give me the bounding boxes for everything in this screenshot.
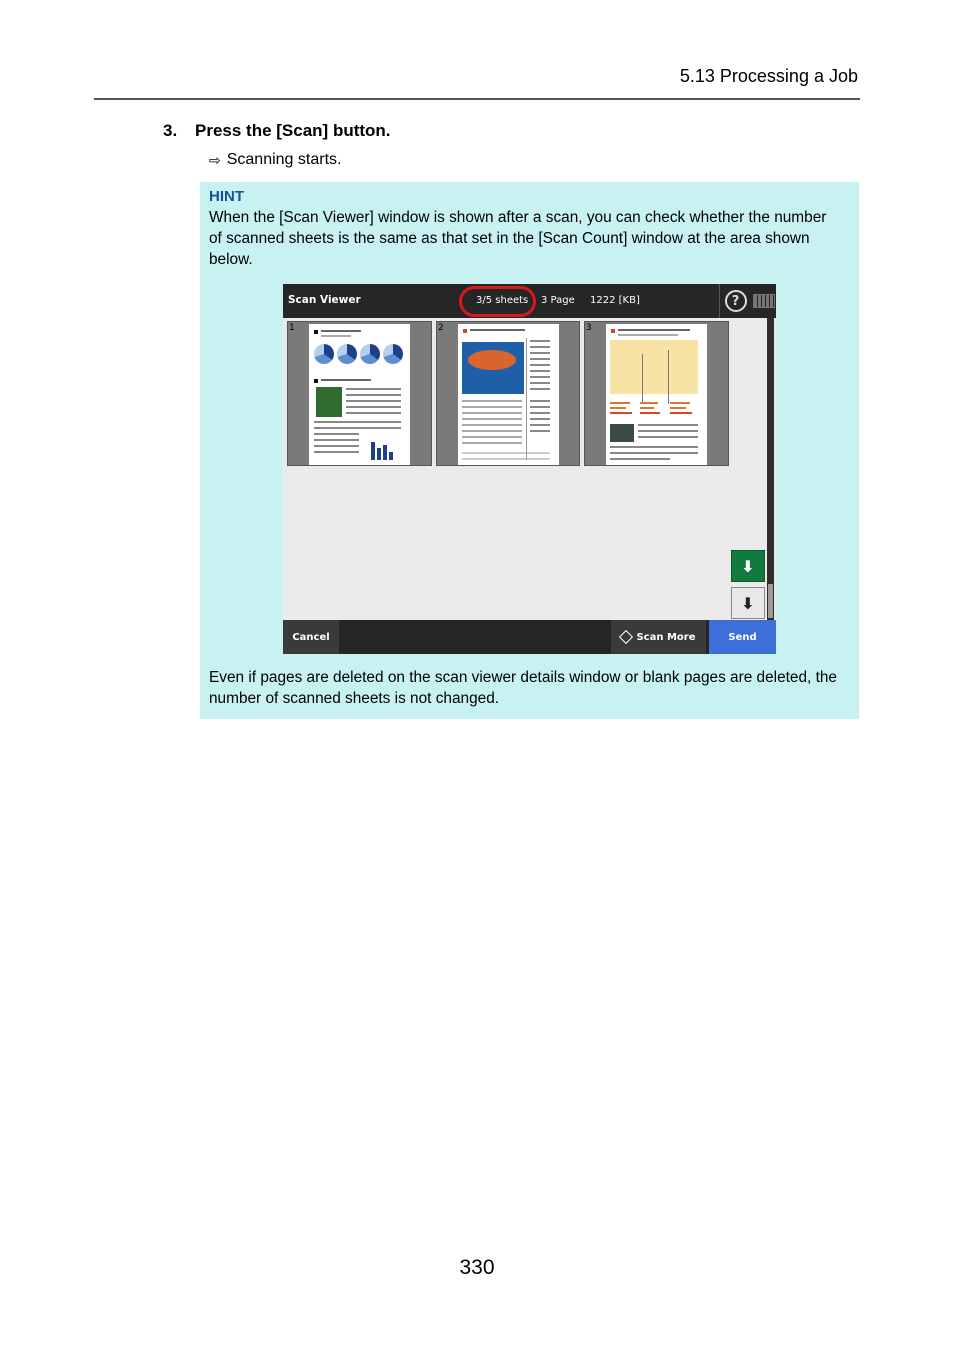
scan-more-button[interactable] [611,620,706,654]
hint-text: When the [Scan Viewer] window is shown after a scan, you can check whether the number of scanned sheets is the same as that set in the [Scan Count] window at the area shown below. [209,209,827,268]
page-image [309,324,410,465]
thumbnail-page[interactable] [584,321,729,466]
thumbnail-page[interactable] [287,321,432,466]
cancel-button[interactable] [283,620,339,654]
sheet-count: 3/5 sheets [476,295,529,306]
thumbnail-page[interactable] [436,321,580,466]
hint-box [200,182,859,719]
section-title: 5.13 Processing a Job [679,66,858,86]
help-button[interactable] [719,284,751,318]
send-button-label: Send [728,631,757,643]
hint-label: HINT [209,188,244,205]
page-image [458,324,559,465]
keyboard-icon [753,294,775,308]
send-button[interactable] [709,620,776,654]
step-text: Press the [Scan] button. [195,121,391,140]
scan-viewer-screenshot [283,284,776,654]
viewer-bottom-bar [283,620,776,654]
result-arrow-icon: ⇨ [209,151,221,168]
thumbnail-index: 2 [438,323,444,333]
cancel-button-label: Cancel [292,631,330,643]
step-number: 3. [163,121,178,140]
sort-pages-icon: ⬇ [741,556,755,576]
step-result [209,151,341,169]
sort-pages-button[interactable] [731,550,765,582]
page-number: 330 [459,1256,495,1279]
scan-more-label: Scan More [636,631,696,643]
question-circle-icon: ? [725,290,747,312]
filter-pages-icon: ⬇ [741,593,755,613]
thumbnail-index: 3 [586,323,592,333]
result-text: Scanning starts. [226,151,342,168]
thumbnail-scrollbar[interactable] [767,318,774,620]
hint-note: Even if pages are deleted on the scan viewer details window or blank pages are deleted, the number of scanned sheets is not changed. [209,669,837,707]
filter-pages-button[interactable] [731,587,765,619]
scrollbar-thumb[interactable] [768,584,773,618]
thumbnail-index: 1 [289,323,295,333]
diamond-icon [619,630,633,644]
header-rule [94,98,860,100]
keyboard-button[interactable] [751,284,776,318]
page-image [606,324,707,465]
file-size: 1222 [KB] [590,295,640,306]
viewer-title: Scan Viewer [288,294,361,306]
step-3 [163,121,391,141]
sheet-count-highlight-ring [459,286,536,317]
page-count: 3 Page [541,295,575,306]
